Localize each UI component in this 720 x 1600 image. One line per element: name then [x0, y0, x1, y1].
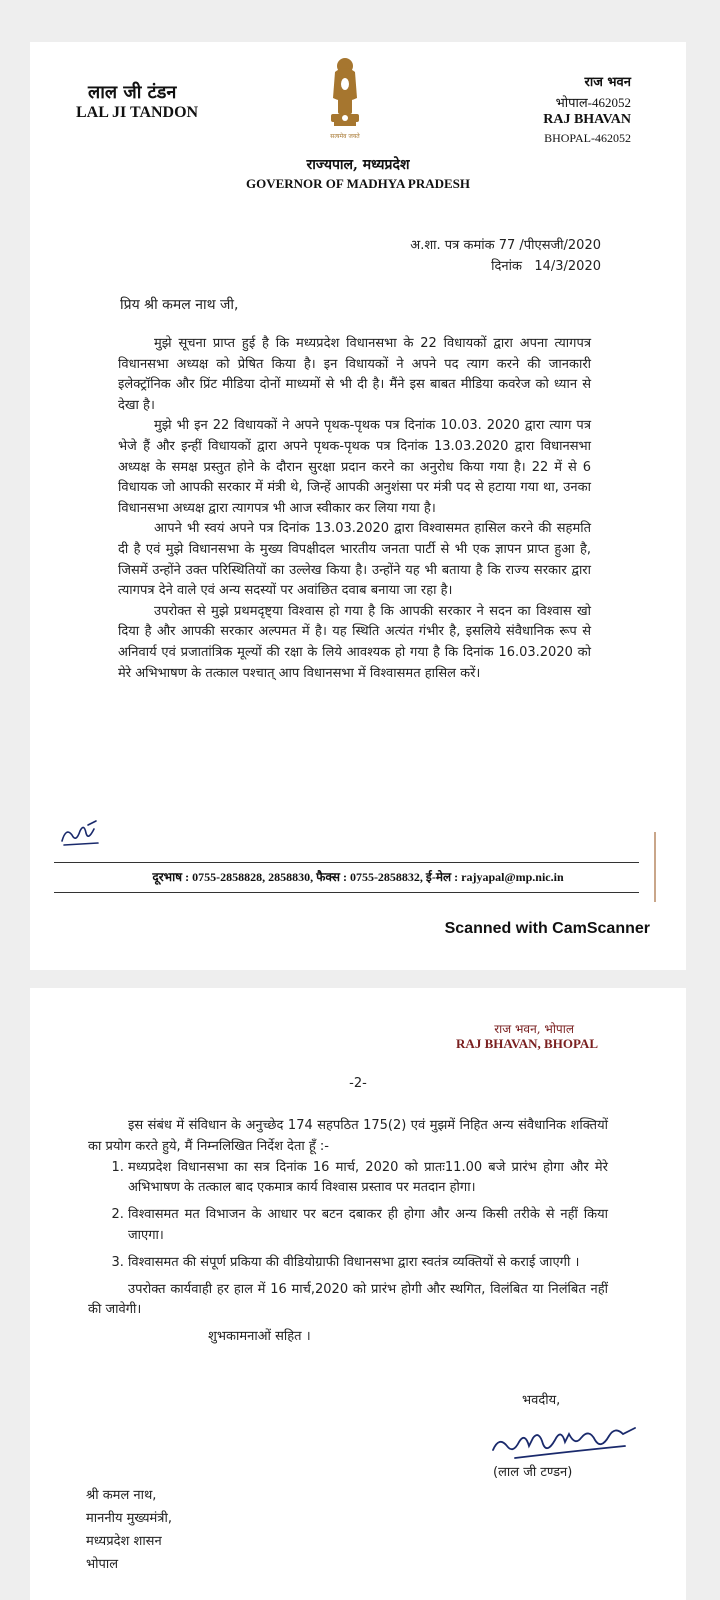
directive-item: 1. मध्यप्रदेश विधानसभा का सत्र दिनांक 16 मार्च, 2020 को प्रातः11.00 बजे प्रारंभ होगा और मेरे अभिभाषण के तत्काल बाद एकमात्र कार्य विश्वास प्रस्ताव पर मतदान होगा।	[128, 1158, 608, 1200]
paragraph: मुझे भी इन 22 विधायकों ने अपने पृथक-पृथक पत्र दिनांक 10.03. 2020 द्वारा त्याग पत्र भेजे हैं और इन्हीं विधायकों द्वारा अपने पृथक-पृथक पत्र दिनांक 13.03.2020 द्वारा विधानसभा अध्यक्ष के समक्ष प्रस्तुत होने के दौरान सुरक्षा प्रदान करने का अनुरोध किया गया है। 22 में से 6 विधायक जो आपकी सरकार में मंत्री थे, जिन्हें आपकी अनुशंसा पर मंत्री पद से हटाया गया था, उनका विधानसभा अध्यक्ष द्वारा त्यागपत्र भी आज स्वीकार कर लिया गया है।	[118, 418, 591, 516]
office-title-english: GOVERNOR OF MADHYA PRADESH	[245, 176, 471, 191]
national-emblem-icon	[322, 54, 368, 146]
page-number: -2-	[349, 1076, 367, 1091]
initials-signature-icon	[58, 817, 104, 851]
recipient-address	[86, 1484, 172, 1576]
emblem-motto: सत्यमेव जयते	[330, 133, 360, 140]
recipient-line: मध्यप्रदेश शासन	[86, 1534, 162, 1549]
letter-page-2	[30, 988, 686, 1600]
letter-date: दिनांक 14/3/2020	[491, 259, 601, 274]
address-english-line-2: BHOPAL-462052	[544, 131, 631, 145]
letterhead-name-hindi: लाल जी टंडन	[88, 82, 177, 103]
directive-item: 3. विश्वासमत की संपूर्ण प्रकिया की वीडियोग्राफी विधानसभा द्वारा स्वतंत्र व्यक्तियों से कराई जाएगी ।	[128, 1253, 608, 1274]
address-hindi-line-1: राज भवन	[584, 75, 631, 90]
contact-details: दूरभाष : 0755-2858828, 2858830, फैक्स : 0755-2858832, ई-मेल : rajyapal@mp.nic.in	[152, 870, 564, 884]
closing-line: भवदीय,	[522, 1393, 561, 1408]
letterhead-name-english: LAL JI TANDON	[76, 104, 199, 121]
intro-paragraph: इस संबंध में संविधान के अनुच्छेद 174 सहपठित 175(2) एवं मुझमें निहित अन्य संवैधानिक शक्तियों का प्रयोग करते हुये, मैं निम्नलिखित निर्देश देता हूँ :-	[88, 1118, 608, 1154]
recipient-line: श्री कमल नाथ,	[86, 1488, 157, 1503]
address-hindi-line-2: भोपाल-462052	[555, 95, 631, 110]
directives-body	[88, 1116, 608, 1348]
directive-item: 2. विश्वासमत मत विभाजन के आधार पर बटन दबाकर ही होगा और अन्य किसी तरीके से नहीं किया जाएगा।	[128, 1205, 608, 1247]
recipient-line: भोपाल	[86, 1557, 119, 1572]
handwritten-signature-icon	[485, 1416, 645, 1468]
salutation: प्रिय श्री कमल नाथ जी,	[120, 297, 239, 313]
address-english-line-1: RAJ BHAVAN	[543, 112, 631, 127]
paragraph: उपरोक्त से मुझे प्रथमदृष्ट्या विश्वास हो गया है कि आपकी सरकार ने सदन का विश्वास खो दिया है और आपकी सरकार अल्पमत में है। यह स्थिति अत्यंत गंभीर है, इसलिये संवैधानिक रूप से अनिवार्य एवं प्रजातांत्रिक मूल्यों की रक्षा के लिये आवश्यक हो गया है कि दिनांक 16.03.2020 को मेरे अभिभाषण के तत्काल पश्चात् आप विधानसभा में विश्वासमत हासिल करें।	[118, 603, 591, 681]
paragraph: मुझे सूचना प्राप्त हुई है कि मध्यप्रदेश विधानसभा के 22 विधायकों द्वारा अपना त्यागपत्र विधानसभा अध्यक्ष को प्रेषित किया है। इन विधायकों ने अपने पद त्याग करने की जानकारी इलेक्ट्रॉनिक और प्रिंट मीडिया दोनों माध्यमों से भी दी है। मैंने इस बाबत मीडिया कवरेज को ध्यान से देखा है।	[118, 336, 591, 413]
reference-number: अ.शा. पत्र कमांक 77 /पीएसजी/2020	[410, 238, 601, 253]
footer-rule-bottom	[54, 892, 639, 893]
footer-rule-top	[54, 862, 639, 863]
letter-page-1	[30, 42, 686, 970]
recipient-line: माननीय मुख्यमंत्री,	[86, 1511, 172, 1526]
page2-address-hindi: राज भवन, भोपाल	[494, 1022, 574, 1036]
camscanner-watermark: Scanned with CamScanner	[444, 920, 650, 937]
scan-edge-mark	[654, 832, 656, 902]
office-title-hindi: राज्यपाल, मध्यप्रदेश	[306, 157, 410, 173]
letter-body	[118, 334, 591, 684]
paragraph: आपने भी स्वयं अपने पत्र दिनांक 13.03.2020 द्वारा विश्वासमत हासिल करने की सहमति दी है एवं मुझे विधानसभा के मुख्य विपक्षीदल भारतीय जनता पार्टी से भी एक ज्ञापन प्राप्त हुआ है, जिसमें उन्होंने उक्त परिस्थितियों का उल्लेख किया है। उन्होंने यह भी बताया है कि राज्य सरकार द्वारा त्यागपत्र देने वाले एवं अन्य सदस्यों पर अवांछित दवाब बनाया जा रहा है।	[118, 521, 591, 599]
signatory-name: (लाल जी टण्डन)	[493, 1465, 573, 1480]
page2-address-english: RAJ BHAVAN, BHOPAL	[456, 1036, 598, 1051]
regards-line: शुभकामनाओं सहित ।	[208, 1329, 311, 1345]
directives-list	[88, 1158, 608, 1274]
final-paragraph: उपरोक्त कार्यवाही हर हाल में 16 मार्च,2020 को प्रारंभ होगी और स्थगित, विलंबित या निलंबित नहीं की जावेगी।	[88, 1281, 608, 1318]
